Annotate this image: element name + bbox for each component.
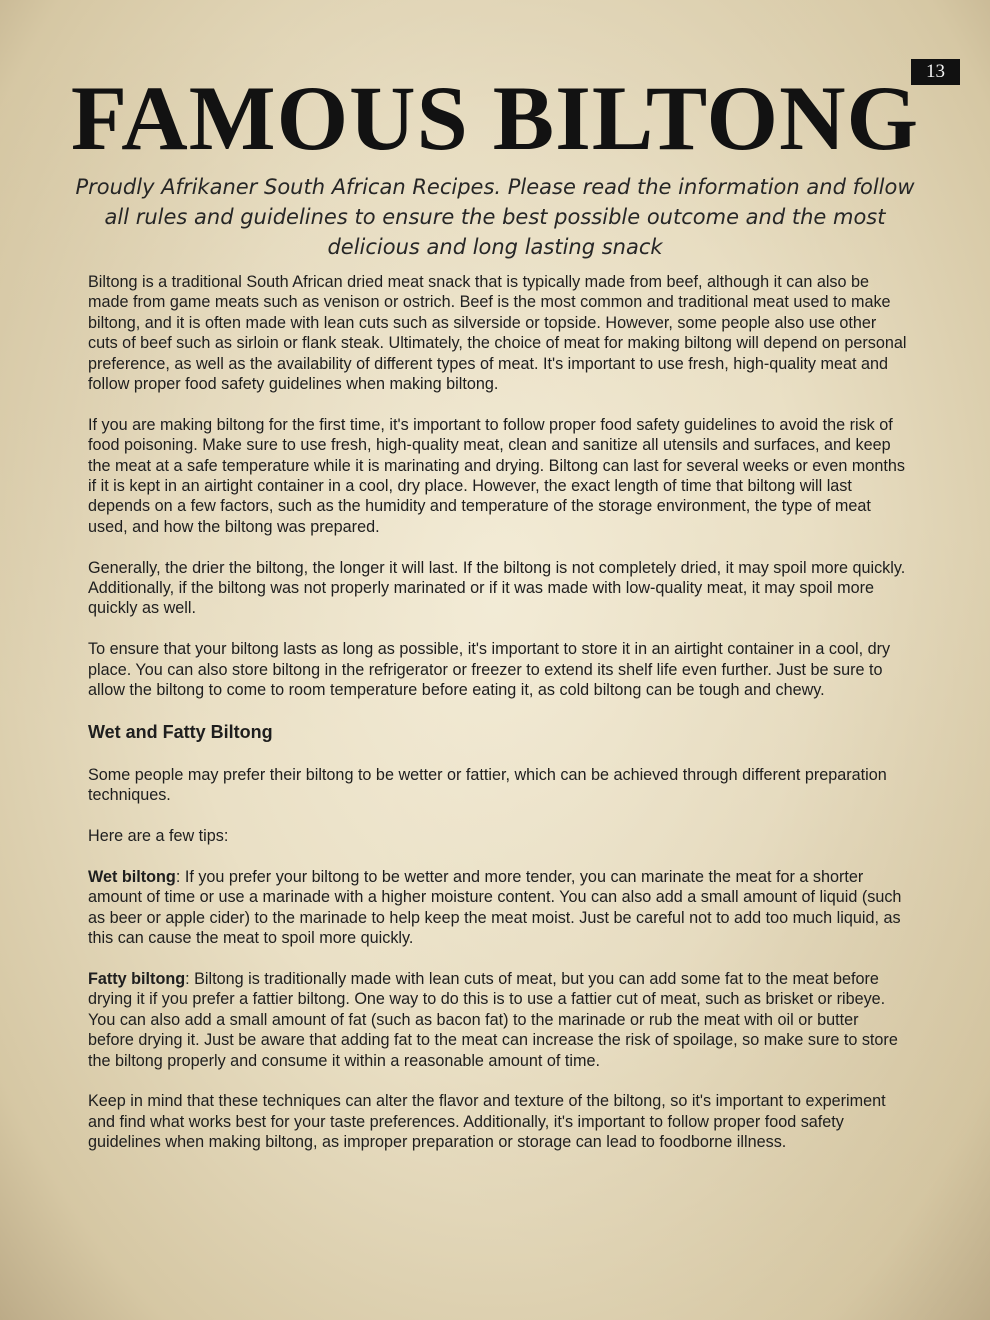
wet-biltong-text: : If you prefer your biltong to be wetter and more tender, you can marinate the meat for a shorter amount of time or use a marinade with a higher moisture content. You can also add a small amount of liquid (such as beer or apple cider) to the marinade to help keep the meat moist. Just be careful not to add too much liquid, as this can cause the meat to spoil more quickly. [88, 867, 902, 948]
paragraph-section-intro: Some people may prefer their biltong to be wetter or fattier, which can be achieved through different preparation techniques. [88, 765, 887, 805]
section-heading: Wet and Fatty Biltong [88, 721, 273, 742]
fatty-biltong-label: Fatty biltong [88, 969, 186, 988]
paragraph-fatty-biltong [88, 969, 908, 1071]
paragraph-food-safety: If you are making biltong for the first time, it's important to follow proper food safety guidelines to avoid the risk of food poisoning. Make sure to use fresh, high-quality meat, clean and sanitize all utensils and surfaces, and keep the meat at a safe temperature while it is marinating and drying. Biltong can last for several weeks or even months if it is kept in an airtight container in a cool, dry place. However, the exact length of time that biltong will last depends on a few factors, such as the humidity and temperature of the storage environment, the type of meat used, and how the biltong was prepared. [88, 415, 905, 536]
article-body [88, 272, 908, 1173]
paragraph-wet-biltong [88, 867, 908, 949]
page-number: 13 [911, 59, 960, 85]
paragraph-closing: Keep in mind that these techniques can alter the flavor and texture of the biltong, so it's important to experiment and find what works best for your taste preferences. Additionally, it's important to follow proper food safety guidelines when making biltong, as improper preparation or storage can lead to foodborne illness. [88, 1092, 886, 1152]
subtitle: Proudly Afrikaner South African Recipes. Please read the information and follow all rules and guidelines to ensure the best possible outcome and the most delicious and long lasting snack [75, 175, 915, 259]
wet-biltong-label: Wet biltong [88, 867, 176, 886]
page-title: FAMOUS BILTONG [70, 67, 920, 169]
paragraph-meat-choice: Biltong is a traditional South African dried meat snack that is typically made from beef, although it can also be made from game meats such as venison or ostrich. Beef is the most common and traditional meat used to make biltong, and it is often made with lean cuts such as silverside or topside. However, some people also use other cuts of beef such as sirloin or flank steak. Ultimately, the choice of meat for making biltong will depend on personal preference, as well as the availability of different types of meat. It's important to use fresh, high-quality meat and follow proper food safety guidelines when making biltong. [88, 273, 907, 394]
paragraph-storage: To ensure that your biltong lasts as long as possible, it's important to store it in an airtight container in a cool, dry place. You can also store biltong in the refrigerator or freezer to extend its shelf life even further. Just be sure to allow the biltong to come to room temperature before eating it, as cold biltong can be tough and chewy. [88, 640, 891, 700]
fatty-biltong-text: : Biltong is traditionally made with lean cuts of meat, but you can add some fat to the meat before drying it if you prefer a fattier biltong. One way to do this is to use a fattier cut of meat, such as brisket or ribeye. You can also add a small amount of fat (such as bacon fat) to the marinade or rub the meat with oil or butter before drying it. Just be aware that adding fat to the meat can increase the risk of spoilage, so make sure to store the biltong properly and consume it within a reasonable amount of time. [88, 969, 898, 1070]
paragraph-tips-intro: Here are a few tips: [88, 827, 229, 846]
paragraph-dryness: Generally, the drier the biltong, the longer it will last. If the biltong is not completely dried, it may spoil more quickly. Additionally, if the biltong was not properly marinated or if it was made with low-quality meat, it may spoil more quickly as well. [88, 558, 906, 618]
